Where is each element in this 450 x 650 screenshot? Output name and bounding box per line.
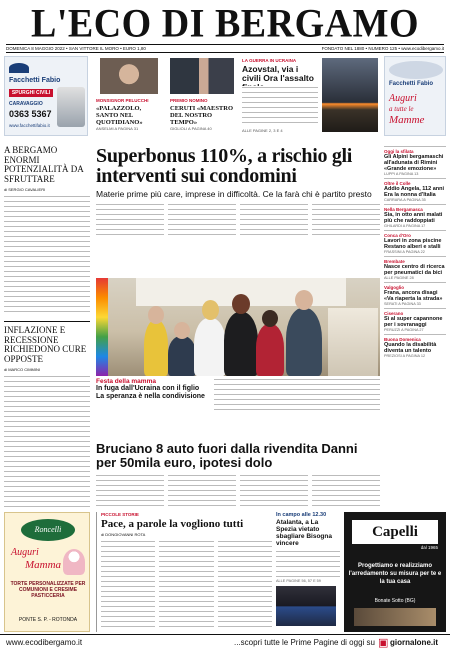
ad-line1: Auguri: [11, 547, 39, 558]
ad-facchetti-right[interactable]: [384, 56, 446, 136]
teaser-title: «PALAZZOLO, SANTO NEL QUOTIDIANO»: [96, 105, 143, 126]
dateline: [6, 44, 444, 53]
teaser-kicker: MONSIGNOR PELUCCHI: [96, 98, 149, 103]
brief-title: Frana, ancora disagi «Va riaperta la strada»: [384, 290, 443, 302]
story-body: [276, 550, 340, 578]
person-head: [174, 322, 190, 339]
teaser-page: GIGLIOLI A PAGINA 40: [170, 126, 212, 131]
second-headline: Bruciano 8 auto fuori dalla rivendita Danni per 50mila euro, ipotesi dolo: [96, 441, 358, 470]
rainbow-flag-image: [96, 278, 108, 376]
brief-page: PERUZZI A PAGINA 27: [384, 328, 424, 332]
ad-subtitle: dal 1965: [420, 545, 438, 550]
story-author: di DONGIOVANNI ROTA: [101, 532, 146, 537]
person-figure: [144, 320, 168, 376]
opinion-body: [4, 375, 90, 507]
person-head: [262, 310, 278, 327]
opinion-story-1[interactable]: [4, 146, 90, 315]
teaser-kicker: LA GUERRA IN UCRAINA: [242, 58, 297, 63]
main-column: [96, 146, 380, 510]
ad-roncelli[interactable]: [4, 512, 90, 632]
story-page: ALLE PAGINE 56, 57 E 59: [276, 579, 321, 583]
text-column: [159, 540, 213, 628]
brief-kicker: Valgoglio: [384, 285, 405, 290]
person-head: [295, 290, 313, 310]
ad-brand: Facchetti Fabio: [389, 81, 434, 87]
brief-page: ALLE PAGINE 28: [384, 276, 414, 280]
text-column: [240, 474, 308, 510]
lead-subhead: Materie prime più care, imprese in difficoltà. Ce la farà chi è partito presto: [96, 189, 372, 199]
photo-background: [328, 308, 378, 376]
text-column: [96, 474, 164, 510]
story-title: Atalanta, a La Spezia vietato sbagliare Bisogna vincere: [276, 519, 332, 547]
ad-site: www.facchettifabio.it: [9, 123, 50, 128]
person-head: [202, 300, 219, 320]
news-brief[interactable]: [384, 230, 446, 256]
teaser-photo: [170, 58, 234, 94]
right-column: [384, 146, 446, 510]
brief-kicker: Oggi la sfilata: [384, 149, 414, 154]
lead-story[interactable]: [96, 146, 380, 237]
news-brief[interactable]: [384, 146, 446, 178]
teaser-title: CERUTI «MAESTRO DEL NOSTRO TEMPO»: [170, 105, 234, 126]
story-kicker: In campo alle 12.30: [276, 512, 327, 518]
ad-line3: Mamme: [389, 114, 425, 126]
ad-brand: Capelli: [352, 520, 438, 544]
masthead: [0, 0, 450, 52]
photo-caption[interactable]: [96, 378, 380, 412]
brief-title: Gli Alpini bergamaschi all'adunata di Rimini «Grande emozione»: [384, 154, 444, 172]
person-figure: [224, 312, 258, 376]
brief-page: FRASSINI A PAGINA 22: [384, 250, 425, 254]
news-brief[interactable]: [384, 308, 446, 334]
ad-line3: TORTE PERSONALIZZATE PER COMUNIONI E CRESIME PASTICCERIA: [10, 581, 86, 599]
news-brief[interactable]: [384, 334, 446, 360]
person-figure: [256, 324, 284, 376]
opinion-body: [4, 195, 90, 315]
text-column: [168, 203, 236, 237]
footer-site-link[interactable]: www.ecodibergamo.it: [6, 638, 83, 647]
person-head: [232, 294, 250, 314]
piccole-storie[interactable]: [96, 512, 272, 632]
teaser-page: ALLE PAGINE 2, 3 E 4: [242, 128, 283, 133]
ad-location: PONTE S. P. - ROTONDA: [18, 617, 78, 623]
furniture-image: [354, 608, 436, 626]
top-strip: [0, 56, 450, 136]
swoosh-icon: [9, 63, 29, 73]
lead-photo[interactable]: [96, 278, 380, 376]
lead-body: [96, 203, 380, 237]
text-column: [168, 474, 236, 510]
news-brief[interactable]: [384, 282, 446, 308]
opinion-title: A BERGAMO ENORMI POTENZIALITÀ DA SFRUTTARE: [4, 145, 84, 184]
story-title: Pace, a parole la vogliono tutti: [101, 518, 244, 530]
person-head: [148, 306, 164, 324]
ad-tagline: Progettiamo e realizziamo l'arredamento su misura per te e la tua casa: [348, 563, 442, 585]
lead-headline: Superbonus 110%, a rischio gli interventi sui condomini: [96, 145, 353, 187]
brief-page: LUPPI A PAGINA 13: [384, 172, 419, 176]
ad-place: Bonate Sotto (BG): [374, 598, 416, 604]
opinion-author: di SERGIO CAVALIERI: [4, 187, 46, 192]
atalanta-story[interactable]: [276, 512, 340, 632]
brief-page: GHILARDI A PAGINA 17: [384, 224, 426, 228]
ad-line2: Mamma: [25, 559, 62, 571]
story-kicker: PICCOLE STORIE: [101, 512, 139, 517]
text-column: [218, 540, 272, 628]
opinion-story-2[interactable]: [4, 321, 90, 507]
news-brief-list: [384, 146, 446, 360]
footer-promo-text: ...scopri tutte le Prime Pagine di oggi su: [234, 638, 375, 647]
ad-tagline: SPURGHI CIVILI: [9, 89, 53, 97]
text-column: [312, 203, 380, 237]
caption-body: [214, 378, 380, 412]
brief-kicker: Ciserano: [384, 311, 404, 316]
news-brief[interactable]: [384, 178, 446, 204]
person-figure: [168, 336, 196, 376]
second-body: [96, 474, 380, 510]
azovstal-photo: [322, 58, 378, 132]
ad-phone: 0363 5367: [9, 109, 52, 119]
cake-image: [63, 549, 85, 575]
brief-title: Addio Angela, 112 anni Era la nonna d'Italia: [384, 186, 445, 198]
teaser-nomino[interactable]: [168, 56, 238, 136]
teaser-title: Azovstal, via i civili Ora l'assalto: [242, 64, 314, 83]
newspaper-icon: ▣: [378, 637, 389, 649]
player-photo: [276, 586, 336, 626]
caption-kicker: Festa della mamma: [96, 378, 156, 385]
teaser-page: ANSELMI A PAGINA 31: [96, 126, 139, 131]
ad-facchetti-left[interactable]: [4, 56, 88, 136]
left-column: [4, 146, 90, 510]
person-figure: [286, 308, 322, 376]
brief-title: Nasce centro di ricerca per pneumatici da bici: [384, 264, 445, 276]
brief-page: CARRARA A PAGINA 35: [384, 198, 426, 202]
ad-brand: Facchetti Fabio: [9, 77, 61, 84]
teaser-ucraina[interactable]: [242, 56, 378, 136]
brief-kicker: Buona Domenica: [384, 337, 421, 342]
story-body: [101, 540, 272, 628]
brief-kicker: Nella Bergamasca: [384, 207, 423, 212]
caption-title: In fuga dall'Ucraina con il figlio La speranza è nella condivisione: [96, 385, 205, 400]
page-footer: [0, 634, 450, 650]
text-column: [312, 474, 380, 510]
brief-kicker: Brembate: [384, 259, 405, 264]
swoosh-icon: [389, 61, 443, 79]
brief-page: SERATI A PAGINA 33: [384, 302, 421, 306]
news-brief[interactable]: [384, 204, 446, 230]
brief-title: Sia, in otto anni malati più che raddoppiati: [384, 212, 443, 224]
news-brief[interactable]: [384, 256, 446, 282]
brief-title: Quando la disabilità diventa un talento: [384, 342, 437, 354]
text-column: [101, 540, 155, 628]
teaser-photo: [100, 58, 158, 94]
truck-image: [57, 87, 85, 127]
opinion-title: INFLAZIONE E RECESSIONE RICHIEDONO CURE OPPOSTE: [4, 325, 87, 364]
ad-line2: a tutte le: [389, 105, 414, 113]
text-column: [240, 203, 308, 237]
ad-brand: Roncelli: [21, 519, 75, 541]
teaser-body: [242, 86, 318, 126]
brief-page: PREZIOSI A PAGINA 12: [384, 354, 426, 358]
brief-title: Sì al super capannone per i sovranaggi: [384, 316, 443, 328]
second-story[interactable]: [96, 442, 380, 510]
dateline-right: FONDATO NEL 1880 • NUMERO 125 • www.ecodibergamo.it: [321, 46, 444, 51]
brief-kicker: Conca d'Oro: [384, 233, 411, 238]
ad-capelli[interactable]: [344, 512, 446, 632]
opinion-author: di MARCO CIMMINI: [4, 367, 40, 372]
person-figure: [194, 318, 226, 376]
ad-line1: Auguri: [389, 93, 417, 104]
newspaper-logo[interactable]: L'ECO DI BERGAMO: [30, 1, 420, 47]
dateline-left: DOMENICA 8 MAGGIO 2022 • SAN VITTORE IL MORO • EURO 1,80: [6, 46, 146, 51]
footer-brand-link[interactable]: giornalone.it: [390, 638, 438, 647]
ad-town: CARAVAGGIO: [9, 101, 43, 107]
text-column: [96, 203, 164, 237]
brief-kicker: Oltre il Colle: [384, 181, 411, 186]
brief-title: Lavori in zona piscine Restano alberi e stalli: [384, 238, 442, 250]
teaser-kicker: PREMIO NOMINO: [170, 98, 208, 103]
teaser-pelucchi[interactable]: [94, 56, 164, 136]
bottom-section: [0, 512, 450, 634]
